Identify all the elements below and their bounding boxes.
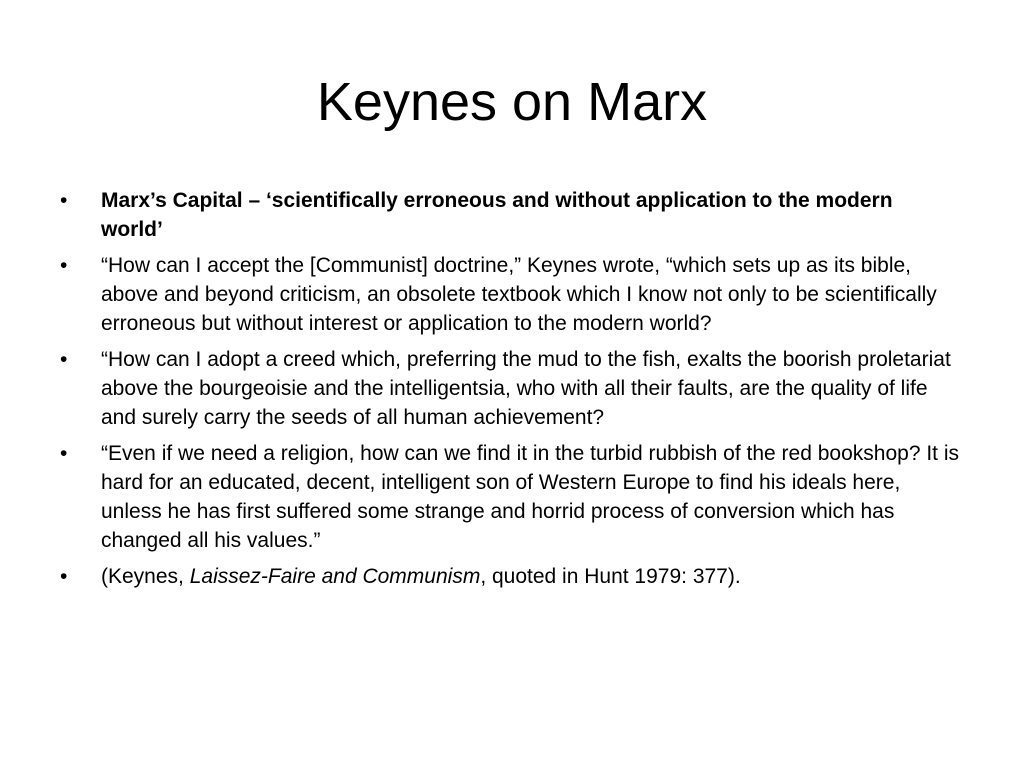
bullet-item-1 [60, 186, 960, 244]
bullet-dot: • [60, 565, 68, 588]
citation-prefix: (Keynes, [101, 565, 190, 588]
bullet-text: “How can I adopt a creed which, preferring the mud to the fish, exalts the boorish proletariat above the bourgeoisie and the intelligentsia, who with all their faults, are the quality of life and surely carry the seeds of all human achievement? [101, 348, 951, 429]
bullet-text: “How can I accept the [Communist] doctrine,” Keynes wrote, “which sets up as its bible, above and beyond criticism, an obsolete textbook which I know not only to be scientifically erroneous but without interest or application to the modern world? [101, 254, 937, 335]
bullet-item-4 [60, 439, 960, 555]
bullet-item-2 [60, 251, 960, 338]
bullet-dot: • [60, 189, 68, 212]
citation-suffix: , quoted in Hunt 1979: 377). [480, 565, 741, 588]
bullet-text: Marx’s Capital – ‘scientifically erroneous and without application to the modern world’ [101, 189, 893, 241]
bullet-list [60, 186, 960, 598]
citation-title: Laissez-Faire and Communism [189, 565, 481, 588]
bullet-dot: • [60, 442, 68, 465]
bullet-dot: • [60, 254, 68, 277]
bullet-dot: • [60, 348, 68, 371]
bullet-text: “Even if we need a religion, how can we find it in the turbid rubbish of the red bookshop? It is hard for an educated, decent, intelligent son of Western Europe to find his ideals here, unless he has first suffered some strange and horrid process of conversion which has changed all his values.” [101, 442, 960, 552]
bullet-item-5 [60, 562, 960, 591]
bullet-item-3 [60, 345, 960, 432]
slide-title: Keynes on Marx [316, 72, 708, 132]
